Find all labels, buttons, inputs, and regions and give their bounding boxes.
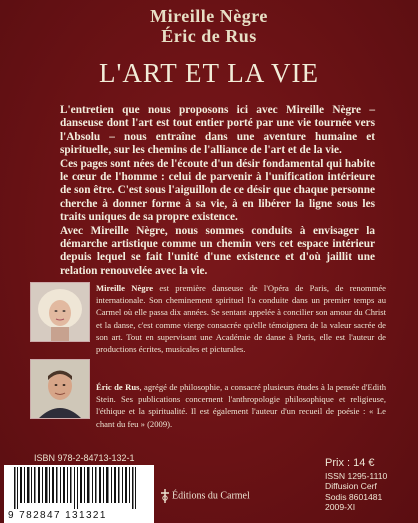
- barcode-area: [4, 453, 164, 521]
- publisher-name: Éditions du Carmel: [172, 490, 250, 502]
- publisher: [160, 489, 250, 503]
- barcode-digits: 9 782847 131321: [8, 510, 107, 521]
- bio-body: , agrégé de philosophie, a consacré plusieurs études à la pensée d'Edith Stein. Ses publications concernent l'anthropologie philosophique et religieuse, l'éthique et la spiritualité. Il est également l'auteur d'un recueil de poésie : « Le chant du feu » (2009).: [96, 382, 387, 429]
- bio-text-eric: [96, 381, 386, 430]
- price-block: [325, 458, 415, 513]
- bio-body: est première danseuse de l'Opéra de Paris, de renommée internationale. Son cheminement spirituel l'a conduite dans un premier temps au Carmel où elle passa dix années. Se sentant appelée à concilier son amour du Christ et la danse, c'est comme vierge consacrée qu'elle témoignera de la valeur sacrée de son art. Tout en supervisant une Académie de danse à Paris, elle est l'auteur de productions écrites, musicales et picturales.: [96, 283, 387, 355]
- diffusion: Diffusion Cerf: [325, 481, 377, 492]
- author-1: Mireille Nègre: [150, 6, 268, 26]
- book-title: L'ART ET LA VIE: [99, 58, 319, 88]
- blurb-paragraph: Ces pages sont nées de l'écoute d'un désir fondamental qui habite le cœur de l'homme : celui de parvenir à l'unification intérieure de son être. C'est sous l'aiguillon de ce désir que chaque personne cherche à donner forme à sa vie, à en libérer la ligne sous les traits uniques de sa propre existence.: [60, 157, 375, 224]
- sodis: Sodis 8601481: [325, 491, 383, 502]
- carmel-logo-icon: [160, 489, 170, 503]
- barcode-bars-icon: [4, 465, 154, 509]
- price: Prix : 14 €: [325, 457, 375, 469]
- issn: ISSN 1295-1110: [325, 470, 388, 481]
- bio-name: Mireille Nègre: [96, 283, 154, 293]
- print-code: 2009-XI: [325, 502, 356, 513]
- isbn: ISBN 978-2-84713-132-1: [34, 453, 135, 463]
- portrait-photo-mireille: [30, 282, 90, 342]
- portrait-photo-eric: [30, 359, 90, 419]
- author-2: Éric de Rus: [161, 26, 257, 46]
- blurb-paragraph: Avec Mireille Nègre, nous sommes conduits à envisager la démarche artistique comme un chemin vers cet espace intérieur depuis lequel se fait l'unité d'une existence et d'où jaillit une relation renouvelée avec la vie.: [60, 224, 375, 277]
- author-names: [0, 6, 418, 46]
- bio-name: Éric de Rus: [96, 382, 140, 392]
- blurb-paragraph: L'entretien que nous proposons ici avec Mireille Nègre – danseuse dont l'art est tout entier porté par une vie tournée vers l'Absolu – nous entraîne dans une aventure humaine et spirituelle, sur les chemins de l'alliance de l'art et de la vie.: [60, 104, 375, 157]
- bio-text-mireille: [96, 282, 386, 355]
- blurb: [60, 104, 375, 278]
- barcode: [4, 465, 154, 523]
